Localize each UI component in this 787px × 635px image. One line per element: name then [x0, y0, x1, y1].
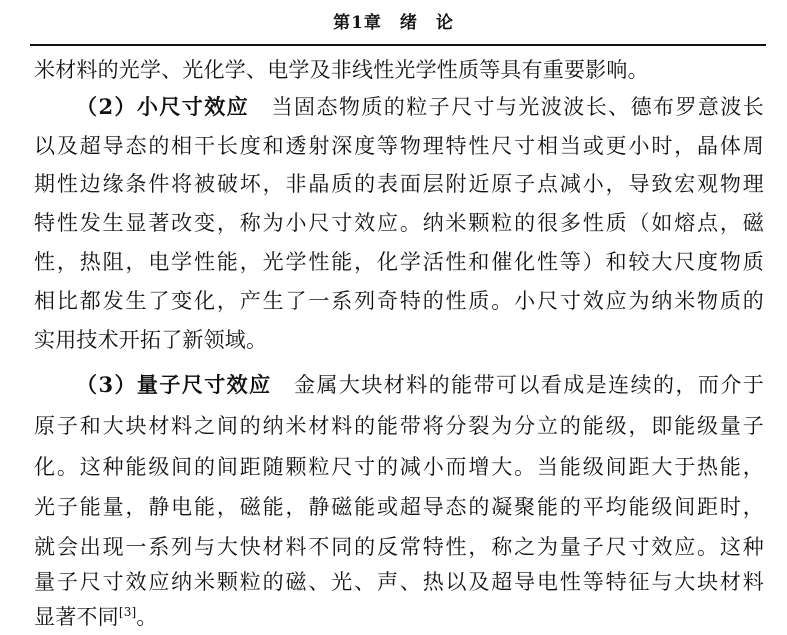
- paragraph-2-line-3: 期性边缘条件将被破坏，非晶质的表面层附近原子点减小，导致宏观物理: [34, 172, 764, 196]
- paragraph-3-last-line-end: 。: [136, 605, 158, 629]
- paragraph-3-line-2: 原子和大块材料之间的纳米材料的能带将分裂为分立的能级，即能级量子: [34, 414, 764, 438]
- paragraph-2-heading: （2）小尺寸效应: [76, 94, 250, 119]
- paragraph-3-line-7: [34, 605, 764, 629]
- paragraph-2-first-line-text: 当固态物质的粒子尺寸与光波波长、德布罗意波长: [271, 95, 764, 119]
- paragraph-3-line-6: 量子尺寸效应纳米颗粒的磁、光、声、热以及超导电性等特征与大块材料: [34, 570, 764, 594]
- paragraph-2-line-4: 特性发生显著改变，称为小尺寸效应。纳米颗粒的很多性质（如熔点，磁: [34, 211, 764, 235]
- paragraph-3-heading: （3）量子尺寸效应: [76, 372, 272, 397]
- paragraph-3-last-line-text: 显著不同: [34, 605, 119, 629]
- paragraph-3-line-4: 光子能量，静电能，磁能，静磁能或超导态的凝聚能的平均能级间距时，: [34, 495, 764, 519]
- paragraph-3-first-line-text: 金属大块材料的能带可以看成是连续的，而介于: [294, 373, 765, 397]
- citation-reference: [3]: [118, 605, 137, 619]
- paragraph-3-line-1: [34, 373, 764, 397]
- paragraph-3-line-3: 化。这种能级间的间距随颗粒尺寸的减小而增大。当能级间距大于热能，: [34, 455, 764, 479]
- paragraph-1-line-1: 米材料的光学、光化学、电学及非线性光学性质等具有重要影响。: [34, 58, 649, 82]
- paragraph-2-line-6: 相比都发生了变化，产生了一系列奇特的性质。小尺寸效应为纳米物质的: [34, 289, 764, 313]
- running-header: 第1章 绪 论: [333, 13, 454, 33]
- header-rule: [30, 44, 766, 46]
- paragraph-3-line-5: 就会出现一系列与大快材料不同的反常特性，称之为量子尺寸效应。这种: [34, 535, 764, 559]
- paragraph-2-line-1: [34, 95, 764, 119]
- paragraph-2-line-7: 实用技术开拓了新领域。: [34, 328, 268, 352]
- paragraph-2-line-2: 以及超导态的相干长度和透射深度等物理特性尺寸相当或更小时，晶体周: [34, 134, 764, 158]
- paragraph-2-line-5: 性，热阻，电学性能，光学性能，化学活性和催化性等）和较大尺度物质: [34, 250, 764, 274]
